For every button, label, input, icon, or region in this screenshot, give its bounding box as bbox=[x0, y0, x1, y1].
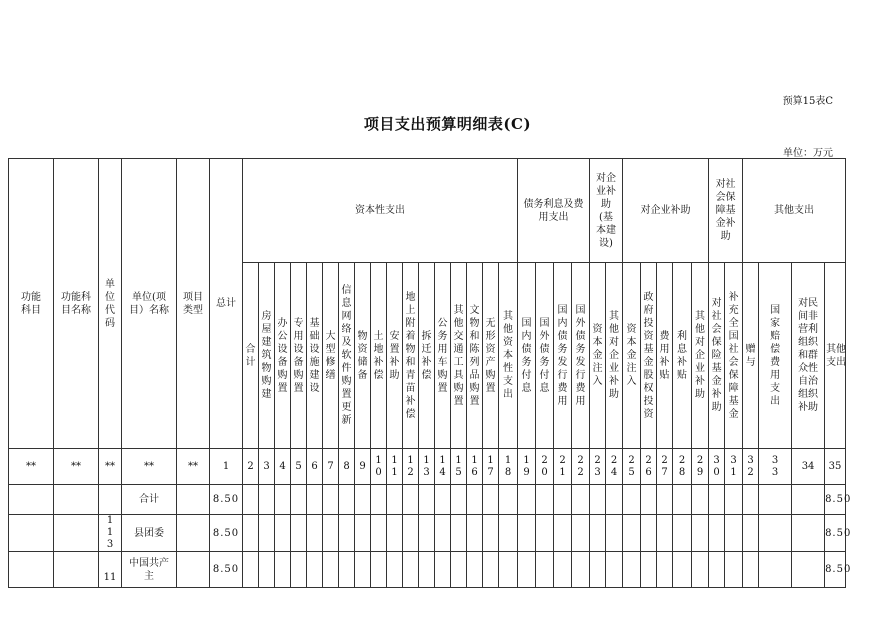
col-header: 大型修缮 bbox=[323, 263, 339, 449]
number-cell: ** bbox=[122, 449, 177, 485]
col-header: 合计 bbox=[243, 263, 259, 449]
col-header: 政府投资基金股权投资 bbox=[641, 263, 657, 449]
group-social-security: 对社会保障基金补助 bbox=[709, 159, 743, 263]
group-capital: 资本性支出 bbox=[243, 159, 518, 263]
header-row-groups bbox=[9, 159, 846, 263]
number-cell: 20 bbox=[536, 449, 554, 485]
col-header: 其他支出 bbox=[825, 263, 846, 449]
budget-table bbox=[8, 158, 852, 588]
col-header: 基础设施建设 bbox=[307, 263, 323, 449]
col-header: 地上附着物和青苗补偿 bbox=[403, 263, 419, 449]
col-unit-project-name: 单位(项目）名称 bbox=[122, 159, 177, 449]
col-header: 专用设备购置 bbox=[291, 263, 307, 449]
col-header: 国家赔偿费用支出 bbox=[759, 263, 792, 449]
col-header: 信息网络及软件购置更新 bbox=[339, 263, 355, 449]
other-expense-cell: 8.50 bbox=[825, 515, 846, 552]
col-header: 其他交通工具购置 bbox=[451, 263, 467, 449]
number-cell: 17 bbox=[483, 449, 499, 485]
number-cell: 30 bbox=[709, 449, 725, 485]
numbering-row bbox=[9, 449, 846, 485]
number-cell: 12 bbox=[403, 449, 419, 485]
col-header: 拆迁补偿 bbox=[419, 263, 435, 449]
col-func-subject: 功能科目 bbox=[9, 159, 54, 449]
group-other: 其他支出 bbox=[743, 159, 846, 263]
col-header: 费用补贴 bbox=[657, 263, 673, 449]
table-row bbox=[9, 515, 846, 552]
number-cell: 15 bbox=[451, 449, 467, 485]
col-func-subject-name: 功能科目名称 bbox=[54, 159, 99, 449]
col-unit-code: 单位代码 bbox=[99, 159, 122, 449]
number-cell: 33 bbox=[759, 449, 792, 485]
number-cell: 6 bbox=[307, 449, 323, 485]
unit-name-cell: 合计 bbox=[122, 485, 177, 515]
total-cell: 8.50 bbox=[210, 552, 243, 588]
number-cell: 16 bbox=[467, 449, 483, 485]
col-header: 其他资本性支出 bbox=[499, 263, 518, 449]
page-title: 项目支出预算明细表(C) bbox=[363, 115, 532, 133]
col-header: 国外债务发行费用 bbox=[572, 263, 590, 449]
total-cell: 8.50 bbox=[210, 485, 243, 515]
number-cell: ** bbox=[54, 449, 99, 485]
col-header: 资本金注入 bbox=[590, 263, 606, 449]
col-total: 总计 bbox=[210, 159, 243, 449]
group-enterprise-capital: 对企业补助(基本建设) bbox=[590, 159, 623, 263]
number-cell: 4 bbox=[275, 449, 291, 485]
number-cell: 25 bbox=[623, 449, 641, 485]
unit-code-cell: 113 bbox=[99, 515, 122, 552]
col-header: 土地补偿 bbox=[371, 263, 387, 449]
col-header: 无形资产购置 bbox=[483, 263, 499, 449]
col-header: 国内债务付息 bbox=[518, 263, 536, 449]
col-header: 房屋建筑物购建 bbox=[259, 263, 275, 449]
unit-name-cell: 中国共产主 bbox=[122, 552, 177, 588]
unit-code-cell bbox=[99, 485, 122, 515]
col-header: 对民间非营利组织和群众性自治组织补助 bbox=[792, 263, 825, 449]
col-header: 安置补助 bbox=[387, 263, 403, 449]
col-header: 国外债务付息 bbox=[536, 263, 554, 449]
other-expense-cell: 8.50 bbox=[825, 485, 846, 515]
number-cell: 9 bbox=[355, 449, 371, 485]
number-cell: 1 bbox=[210, 449, 243, 485]
number-cell: 31 bbox=[725, 449, 743, 485]
col-project-type: 项目类型 bbox=[177, 159, 210, 449]
col-header: 文物和陈列品购置 bbox=[467, 263, 483, 449]
table-row bbox=[9, 552, 846, 588]
number-cell: 27 bbox=[657, 449, 673, 485]
group-debt: 债务利息及费用支出 bbox=[518, 159, 590, 263]
number-cell: 28 bbox=[673, 449, 692, 485]
total-cell: 8.50 bbox=[210, 515, 243, 552]
number-cell: 3 bbox=[259, 449, 275, 485]
col-header: 其他对企业补助 bbox=[692, 263, 709, 449]
number-cell: 29 bbox=[692, 449, 709, 485]
number-cell: 34 bbox=[792, 449, 825, 485]
col-header: 国内债务发行费用 bbox=[554, 263, 572, 449]
number-cell: ** bbox=[99, 449, 122, 485]
col-header: 资本金注入 bbox=[623, 263, 641, 449]
table-number: 预算15表C bbox=[782, 96, 833, 107]
col-header: 赠与 bbox=[743, 263, 759, 449]
col-header: 公务用车购置 bbox=[435, 263, 451, 449]
col-header: 补充全国社会保障基金 bbox=[725, 263, 743, 449]
unit-name-cell: 县团委 bbox=[122, 515, 177, 552]
unit-code-cell: 11 bbox=[99, 552, 122, 588]
group-enterprise: 对企业补助 bbox=[623, 159, 709, 263]
number-cell: 14 bbox=[435, 449, 451, 485]
col-header: 其他对企业补助 bbox=[606, 263, 623, 449]
number-cell: 13 bbox=[419, 449, 435, 485]
col-header: 办公设备购置 bbox=[275, 263, 291, 449]
number-cell: 26 bbox=[641, 449, 657, 485]
unit-label: 单位：万元 bbox=[783, 148, 833, 159]
number-cell: 7 bbox=[323, 449, 339, 485]
number-cell: 10 bbox=[371, 449, 387, 485]
table-row bbox=[9, 485, 846, 515]
number-cell: 18 bbox=[499, 449, 518, 485]
number-cell: 21 bbox=[554, 449, 572, 485]
other-expense-cell: 8.50 bbox=[825, 552, 846, 588]
number-cell: 24 bbox=[606, 449, 623, 485]
col-header: 物资储备 bbox=[355, 263, 371, 449]
number-cell: 5 bbox=[291, 449, 307, 485]
number-cell: ** bbox=[177, 449, 210, 485]
number-cell: 11 bbox=[387, 449, 403, 485]
number-cell: 35 bbox=[825, 449, 846, 485]
number-cell: ** bbox=[9, 449, 54, 485]
col-header: 利息补贴 bbox=[673, 263, 692, 449]
number-cell: 23 bbox=[590, 449, 606, 485]
number-cell: 2 bbox=[243, 449, 259, 485]
col-header: 对社会保险基金补助 bbox=[709, 263, 725, 449]
number-cell: 22 bbox=[572, 449, 590, 485]
number-cell: 8 bbox=[339, 449, 355, 485]
number-cell: 32 bbox=[743, 449, 759, 485]
number-cell: 19 bbox=[518, 449, 536, 485]
